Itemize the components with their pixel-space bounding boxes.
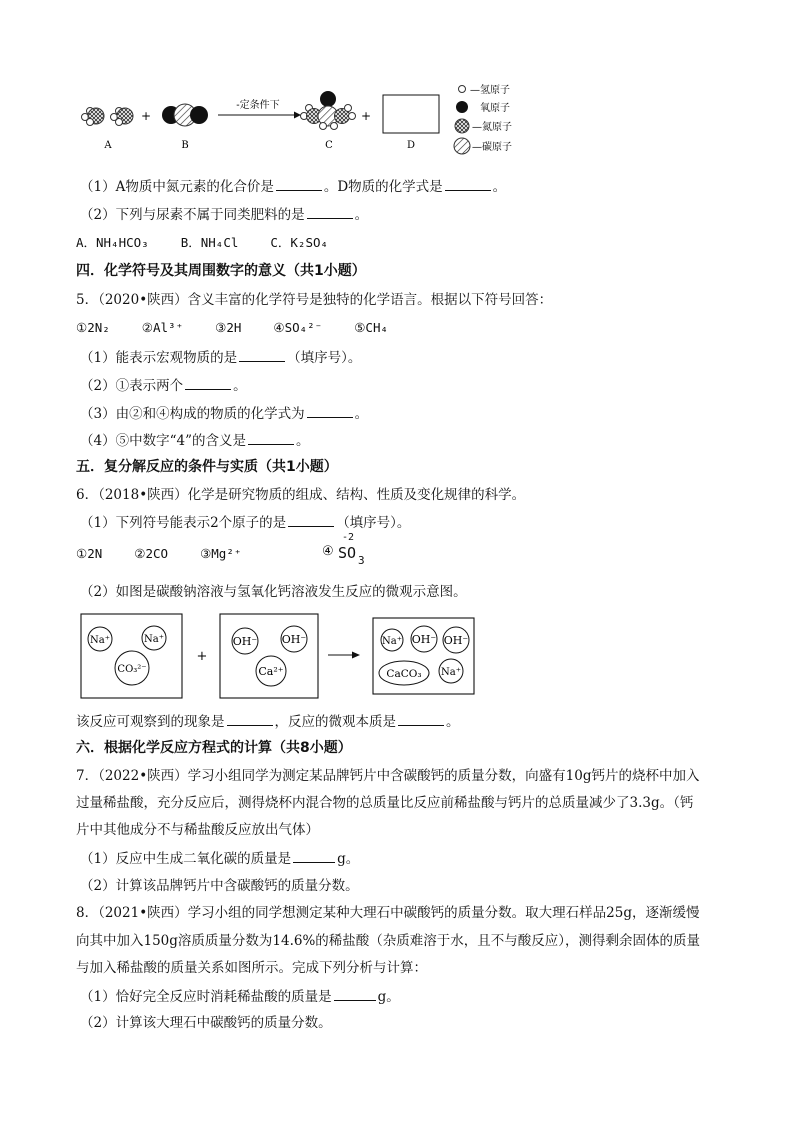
label-a: A: [104, 140, 112, 151]
option-c[interactable]: C．K₂SO₄: [270, 235, 329, 250]
section-5-title: 五．复分解反应的条件与实质（共1小题）: [76, 459, 338, 475]
answer-blank[interactable]: [293, 848, 335, 863]
q5-sub1: （1）能表示宏观物质的是 （填序号）。: [80, 347, 361, 368]
q6-symbols: ①2N ②2CO ③Mg²⁺: [76, 546, 242, 561]
label-b: B: [181, 140, 189, 151]
svg-text:Na⁺: Na⁺: [382, 636, 402, 647]
ion-reaction-diagram: [80, 613, 480, 701]
answer-blank[interactable]: [227, 711, 273, 726]
section-6-title: 六．根据化学反应方程式的计算（共8小题）: [76, 740, 352, 756]
symbol-4: ④ -2 SO 3: [322, 532, 365, 567]
label-d: D: [406, 140, 416, 151]
answer-blank[interactable]: [307, 204, 353, 219]
svg-text:—氢原子: —氢原子: [470, 85, 510, 96]
option-b[interactable]: B．NH₄Cl: [180, 235, 239, 250]
answer-blank[interactable]: [445, 176, 491, 191]
box-d: [383, 95, 439, 133]
q7-line1: 7．（2022•陕西）学习小组同学为测定某品牌钙片中含碳酸钙的质量分数，向盛有10g钙片的烧杯中加入: [76, 768, 700, 784]
box-products: [373, 618, 474, 694]
answer-blank[interactable]: [307, 403, 353, 418]
svg-text:OH⁻: OH⁻: [411, 633, 437, 646]
answer-blank[interactable]: [288, 512, 334, 527]
answer-blank[interactable]: [276, 176, 322, 191]
answer-blank[interactable]: [248, 430, 294, 445]
q7-line2: 过量稀盐酸，充分反应后，测得烧杯内混合物的总质量比反应前稀盐酸与钙片的总质量减少了3.3g。（钙: [76, 795, 694, 811]
q7-line3: 片中其他成分不与稀盐酸反应放出气体）: [76, 822, 319, 838]
plus-3: +: [196, 649, 208, 664]
arrow-condition: -定条件下: [236, 100, 280, 111]
legend: [454, 83, 512, 154]
svg-text:—碳原子: —碳原子: [472, 142, 512, 153]
svg-text:CO₃²⁻: CO₃²⁻: [117, 664, 147, 675]
q5-intro: 5．（2020•陕西）含义丰富的化学符号是独特的化学语言。根据以下符号回答：: [76, 292, 553, 308]
plus-2: +: [360, 109, 372, 123]
box-sodium-carbonate: [81, 614, 182, 698]
svg-text:OH⁻: OH⁻: [281, 633, 307, 646]
q6-sub2: （2）如图是碳酸钠溶液与氢氧化钙溶液发生反应的微观示意图。: [80, 584, 467, 600]
plus-1: +: [140, 109, 152, 123]
q8-sub1: （1）恰好完全反应时消耗稀盐酸的质量是 g。: [80, 986, 400, 1007]
answer-blank[interactable]: [239, 347, 285, 362]
molecule-c: [301, 91, 356, 130]
q8-line2: 向其中加入150g溶质质量分数为14.6%的稀盐酸（杂质难溶于水，且不与酸反应），测得剩余固体的质量: [76, 933, 701, 949]
q6-conclusion: 该反应可观察到的现象是 ，反应的微观本质是 。: [76, 711, 460, 732]
q6-intro: 6．（2018•陕西）化学是研究物质的组成、结构、性质及变化规律的科学。: [76, 487, 526, 503]
q4-sub2: （2）下列与尿素不属于同类肥料的是 。: [80, 204, 368, 225]
q5-sub2: （2）①表示两个 。: [80, 375, 247, 396]
q5-sub4: （4）⑤中数字“4”的含义是 。: [80, 430, 309, 451]
answer-blank[interactable]: [398, 711, 444, 726]
reaction-diagram: [76, 80, 536, 158]
section-4-title: 四．化学符号及其周围数字的意义（共1小题）: [76, 263, 366, 279]
label-c: C: [325, 140, 333, 151]
q7-sub2: （2）计算该品牌钙片中含碳酸钙的质量分数。: [80, 878, 359, 894]
q4-options: [76, 233, 360, 253]
q8-line1: 8．（2021•陕西）学习小组的同学想测定某种大理石中碳酸钙的质量分数。取大理石样品25g，逐渐缓慢: [76, 905, 700, 921]
answer-blank[interactable]: [185, 375, 231, 390]
svg-text:OH⁻: OH⁻: [232, 635, 258, 648]
svg-text:Na⁺: Na⁺: [441, 667, 461, 678]
svg-text:Na⁺: Na⁺: [144, 634, 164, 645]
svg-text:Ca²⁺: Ca²⁺: [258, 665, 284, 678]
q5-symbols: ①2N₂ ②Al³⁺ ③2H ④SO₄²⁻ ⑤CH₄: [76, 320, 389, 335]
svg-text:CaCO₃: CaCO₃: [386, 668, 422, 680]
svg-text:OH⁻: OH⁻: [443, 634, 469, 647]
q5-sub3: （3）由②和④构成的物质的化学式为 。: [80, 403, 368, 424]
q8-sub2: （2）计算该大理石中碳酸钙的质量分数。: [80, 1015, 332, 1031]
svg-text:氧原子: 氧原子: [480, 103, 510, 114]
svg-text:Na⁺: Na⁺: [90, 635, 110, 646]
svg-text:—氮原子: —氮原子: [472, 122, 512, 133]
box-calcium-hydroxide: [220, 614, 318, 698]
q7-sub1: （1）反应中生成二氧化碳的质量是 g。: [80, 848, 359, 869]
q6-sub1: （1）下列符号能表示2个原子的是 （填序号）。: [80, 512, 410, 533]
molecule-a: [82, 108, 134, 126]
q4-sub1: （1）A物质中氮元素的化合价是 。D物质的化学式是 。: [80, 176, 506, 197]
q8-line3: 与加入稀盐酸的质量关系如图所示。完成下列分析与计算：: [76, 960, 427, 976]
answer-blank[interactable]: [334, 986, 376, 1001]
option-a[interactable]: A．NH₄HCO₃: [76, 235, 149, 250]
molecule-b: [162, 104, 208, 126]
